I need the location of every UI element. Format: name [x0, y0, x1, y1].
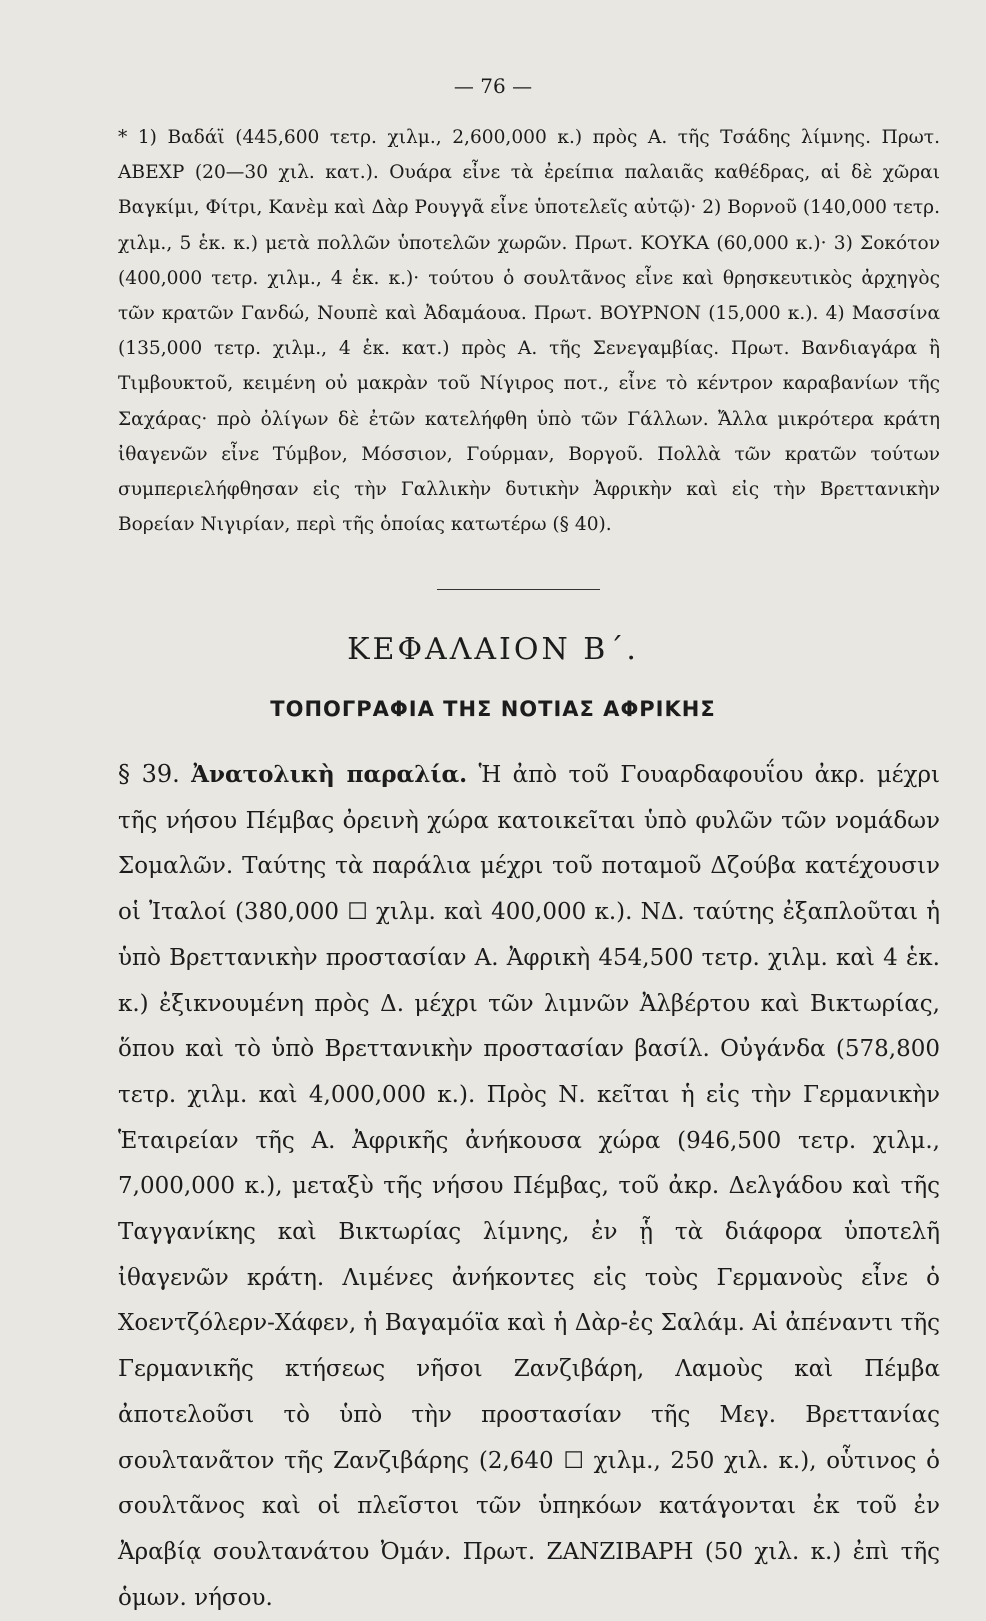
footnote-marker: * 1)	[118, 127, 157, 148]
paragraph-heading: Ἀνατολικὴ παραλία.	[191, 761, 468, 788]
footnote-text: Βαδάϊ (445,600 τετρ. χιλμ., 2,600,000 κ.) πρὸς Α. τῆς Τσάδης λίμνης. Πρωτ. ΑΒΕΧΡ (20—30 χιλ. κατ.). Ουάρα εἶνε τὰ ἐρείπια παλαιᾶς καθέδρας, αἱ δὲ χῶραι Βαγκίμι, Φίτρι, Κανὲμ καὶ Δὰρ Ρουγγᾶ εἶνε ὑποτελεῖς αὐτῷ)· 2) Βορνοῦ (140,000 τετρ. χιλμ., 5 ἑκ. κ.) μετὰ πολλῶν ὑποτελῶν χωρῶν. Πρωτ. ΚΟΥΚΑ (60,000 κ.)· 3) Σοκότον (400,000 τετρ. χιλμ., 4 ἑκ. κ.)· τούτου ὁ σουλτᾶνος εἶνε καὶ θρησκευτικὸς ἀρχηγὸς τῶν κρατῶν Γανδώ, Νουπὲ καὶ Ἀδαμάουα. Πρωτ. ΒΟΥΡΝΟΝ (15,000 κ.). 4) Μασσίνα (135,000 τετρ. χιλμ., 4 ἑκ. κατ.) πρὸς Α. τῆς Σενεγαμβίας. Πρωτ. Βανδιαγάρα ἢ Τιμβουκτοῦ, κειμένη οὐ μακρὰν τοῦ Νίγιρος ποτ., εἶνε τὸ κέντρον καραβανίων τῆς Σαχάρας· πρὸ ὀλίγων δὲ ἐτῶν κατελήφθη ὑπὸ τῶν Γάλλων. Ἄλλα μικρότερα κράτη ἰθαγενῶν εἶνε Τύμβον, Μόσσιον, Γούρμαν, Βοργοῦ. Πολλὰ τῶν κρατῶν τούτων συμπεριελήφθησαν εἰς τὴν Γαλλικὴν δυτικὴν Ἀφρικὴν καὶ εἰς τὴν Βρεττανικὴν Βορείαν Νιγιρίαν, περὶ τῆς ὁποίας κατωτέρω (§ 40).	[118, 127, 940, 536]
footnote	[118, 120, 940, 542]
page-number: — 76 —	[453, 74, 533, 98]
paragraph-text: Ἡ ἀπὸ τοῦ Γουαρδαφουΐου ἀκρ. μέχρι τῆς νήσου Πέμβας ὀρεινὴ χώρα κατοικεῖται ὑπὸ φυλῶν τῶν νομάδων Σομαλῶν. Ταύτης τὰ παράλια μέχρι τοῦ ποταμοῦ Δζούβα κατέχουσιν οἱ Ἰταλοί (380,000 ☐ χιλμ. καὶ 400,000 κ.). ΝΔ. ταύτης ἐξαπλοῦται ἡ ὑπὸ Βρεττανικὴν προστασίαν Α. Ἀφρικὴ 454,500 τετρ. χιλμ. καὶ 4 ἑκ. κ.) ἐξικνουμένη πρὸς Δ. μέχρι τῶν λιμνῶν Ἀλβέρτου καὶ Βικτωρίας, ὅπου καὶ τὸ ὑπὸ Βρεττανικὴν προστασίαν βασίλ. Οὐγάνδα (578,800 τετρ. χιλμ. καὶ 4,000,000 κ.). Πρὸς Ν. κεῖται ἡ εἰς τὴν Γερμανικὴν Ἑταιρείαν τῆς Α. Ἀφρικῆς ἀνήκουσα χώρα (946,500 τετρ. χιλμ., 7,000,000 κ.), μεταξὺ τῆς νήσου Πέμβας, τοῦ ἀκρ. Δελγάδου καὶ τῆς Ταγγανίκης καὶ Βικτωρίας λίμνης, ἐν ᾗ τὰ διάφορα ὑποτελῆ ἰθαγενῶν κράτη. Λιμένες ἀνήκοντες εἰς τοὺς Γερμανοὺς εἶνε ὁ Χοεντζόλερν-Χάφεν, ἡ Βαγαμόϊα καὶ ἡ Δὰρ-ἐς Σαλάμ. Αἱ ἀπέναντι τῆς Γερμανικῆς κτήσεως νῆσοι Ζανζιβάρη, Λαμοὺς καὶ Πέμβα ἀποτελοῦσι τὸ ὑπὸ τὴν προστασίαν τῆς Μεγ. Βρεττανίας σουλτανᾶτον τῆς Ζανζιβάρης (2,640 ☐ χιλμ., 250 χιλ. κ.), οὗτινος ὁ σουλτᾶνος καὶ οἱ πλεῖστοι τῶν ὑπηκόων κατάγονται ἐκ τοῦ ἐν Ἀραβίᾳ σουλτανάτου Ὀμάν. Πρωτ. ΖΑΝΖΙΒΑΡΗ (50 χιλ. κ.) ἐπὶ τῆς ὁμων. νήσου.	[118, 762, 941, 1611]
chapter-title: ΚΕΦΑΛΑΙΟΝ Β΄.	[347, 632, 639, 667]
body-paragraph	[118, 752, 940, 1621]
section-number: § 39.	[118, 760, 180, 788]
section-title: ΤΟΠΟΓΡΑΦΙΑ ΤΗΣ ΝΟΤΙΑΣ ΑΦΡΙΚΗΣ	[270, 697, 716, 721]
section-divider	[437, 589, 600, 590]
